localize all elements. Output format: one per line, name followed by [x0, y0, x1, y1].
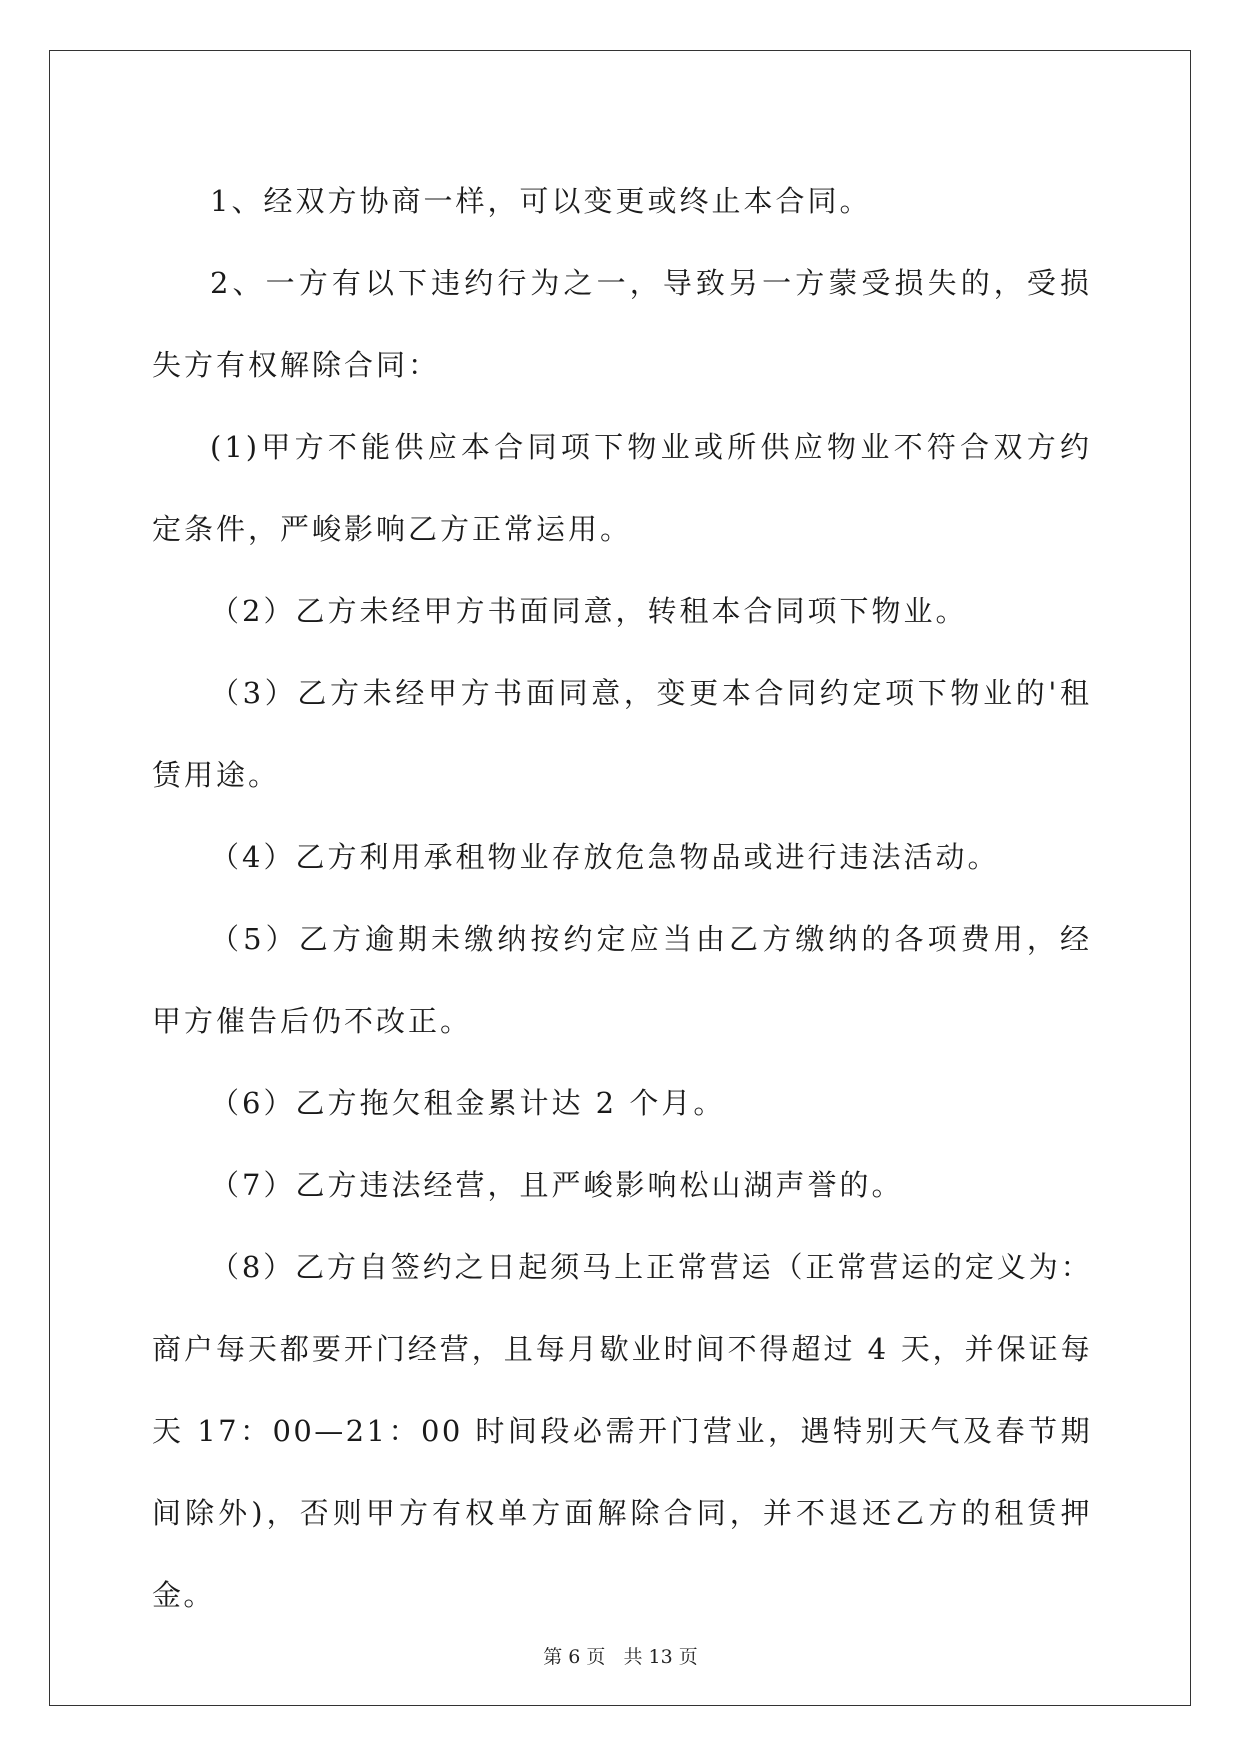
paragraph-1: 1、经双方协商一样，可以变更或终止本合同。 [210, 184, 872, 218]
paragraph-clause-5: （5）乙方逾期未缴纳按约定应当由乙方缴纳的各项费用，经甲方催告后仍不改正。 [152, 922, 1092, 1038]
page-number: 第 6 页 [543, 1646, 606, 1668]
paragraph-clause-8: （8）乙方自签约之日起须马上正常营运（正常营运的定义为：商户每天都要开门经营，且每月歇业时间不得超过 4 天，并保证每天 17：00—21：00 时间段必需开门营业，遇特别天气及春节期间除外)，否则甲方有权单方面解除合同，并不退还乙方的租赁押金。 [152, 1250, 1092, 1612]
page-total: 共 13 页 [623, 1646, 698, 1668]
paragraph-clause-4: （4）乙方利用承租物业存放危急物品或进行违法活动。 [210, 840, 1000, 874]
paragraph-clause-6: （6）乙方拖欠租金累计达 2 个月。 [210, 1086, 726, 1120]
paragraph-clause-2: （2）乙方未经甲方书面同意，转租本合同项下物业。 [210, 594, 968, 628]
page-footer [0, 1642, 1241, 1669]
paragraph-clause-3: （3）乙方未经甲方书面同意，变更本合同约定项下物业的'租赁用途。 [152, 676, 1092, 792]
paragraph-clause-1: (1)甲方不能供应本合同项下物业或所供应物业不符合双方约定条件，严峻影响乙方正常运用。 [152, 430, 1092, 546]
paragraph-2: 2、一方有以下违约行为之一，导致另一方蒙受损失的，受损失方有权解除合同： [152, 266, 1092, 382]
paragraph-clause-7: （7）乙方违法经营，且严峻影响松山湖声誉的。 [210, 1168, 904, 1202]
document-body [152, 160, 1092, 1636]
